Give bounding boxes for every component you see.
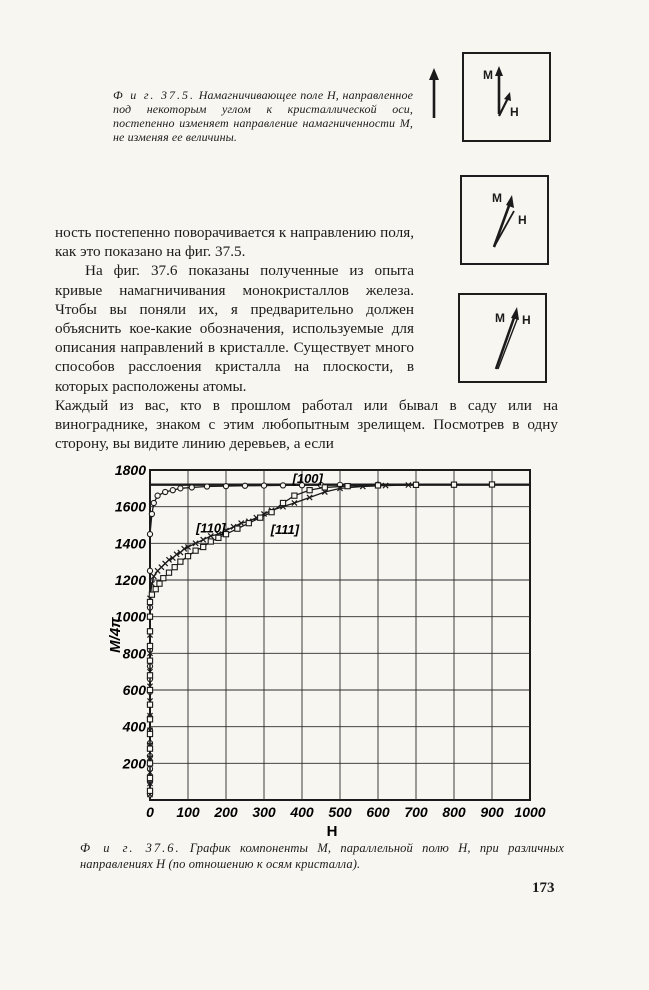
x-tick-label: 400 [290,804,314,820]
data-point-square [489,482,494,487]
y-axis-label: M/4π [107,617,124,653]
data-point-square [246,521,251,526]
data-point-circle [242,483,247,488]
m-label: M [483,68,493,82]
data-point-square [307,488,312,493]
paragraph-2: На фиг. 37.6 показаны полученные из опыта кривые намагничивания монокристаллов железа. Чтобы вы поняли их, я предварительно должен объяснить кое-какие обозначения, используемые для описания направлений в кристалле. Существует много способов расслоения кристалла на плоскости, в которых расположены атомы. [55,262,414,395]
y-tick-label: 1600 [114,498,146,515]
data-point-x [201,537,206,542]
data-point-square [147,775,152,780]
data-point-square [322,485,327,490]
data-point-square [147,717,152,722]
data-point-square [157,581,162,586]
y-tick-label: 600 [122,682,146,698]
x-tick-label: 100 [176,804,200,820]
y-tick-label: 1800 [114,462,146,478]
data-point-square [216,535,221,540]
data-point-square [147,629,152,634]
data-point-circle [151,500,156,505]
data-point-square [147,673,152,678]
narrow-text-column [55,223,414,396]
data-point-circle [280,483,285,488]
data-point-circle [147,568,152,573]
h-label: H [522,313,531,327]
x-tick-label: 700 [404,804,428,820]
data-point-circle [189,485,194,490]
x-tick-label: 300 [252,804,276,820]
y-tick-label: 1000 [114,608,146,625]
data-point-square [147,614,152,619]
data-point-square [451,482,456,487]
data-point-square [292,493,297,498]
data-point-square [149,592,154,597]
data-point-square [235,526,240,531]
data-point-square [153,587,158,592]
data-point-square [375,483,380,488]
data-point-circle [223,484,228,489]
data-point-square [147,788,152,793]
field-arrow-icon [426,66,442,122]
data-point-square [258,515,263,520]
data-point-square [147,599,152,604]
data-point-circle [155,493,160,498]
data-point-square [147,731,152,736]
data-point-circle [149,511,154,516]
x-axis-label: H [326,823,338,840]
data-point-square [172,565,177,570]
data-point-square [280,500,285,505]
m-label: M [492,191,502,205]
fig-37-5-caption [113,88,413,144]
h-label: H [518,213,527,227]
x-tick-label: 900 [480,804,504,820]
fig-37-5-label: Ф и г. 37.5. [113,88,196,102]
data-point-square [208,539,213,544]
data-point-square [147,761,152,766]
y-tick-label: 1200 [114,572,146,588]
x-tick-label: 500 [328,804,352,820]
paragraph-1: ность постепенно поворачивается к направлению поля, как это показано на фиг. 37.5. [55,224,414,261]
data-point-circle [204,484,209,489]
m-h-vectors-icon [464,54,549,140]
fig-37-6-caption-text: График компоненты M, параллельной полю H, при различных направлениях H (по отношению к осям кристалла). [80,841,564,871]
x-tick-label: 1000 [514,804,546,820]
full-width-text [55,396,558,454]
y-tick-label: 1400 [114,535,146,552]
data-point-square [166,570,171,575]
data-point-circle [147,532,152,537]
fig-37-5-caption-text: Намагничивающее поле H, направленное под некоторым углом к кристаллической оси, постепенно изменяет направление намагниченности M, не изменяя ее величины. [113,88,414,144]
magnetization-diagram-2 [460,175,549,265]
data-point-square [147,658,152,663]
data-point-square [147,643,152,648]
x-tick-label: 800 [442,804,466,820]
y-tick-label: 200 [122,755,146,772]
y-tick-label: 800 [122,645,146,662]
annotation-label: [110] [196,520,226,536]
m-h-vectors-icon [462,177,547,263]
paragraph-2-continued: Каждый из вас, кто в прошлом работал или бывал в саду или на винограднике, знаком с этим любопытным зрелищем. Посмотрев в одну сторону, вы видите линию деревьев, а если [55,397,558,453]
data-point-square [178,559,183,564]
data-point-square [201,544,206,549]
data-point-square [185,554,190,559]
magnetization-diagram-1 [462,52,551,142]
data-point-square [269,510,274,515]
magnetization-chart [100,460,550,840]
x-tick-label: 200 [214,804,238,820]
m-h-vectors-icon [460,295,545,381]
data-point-square [147,687,152,692]
data-point-circle [178,486,183,491]
fig-37-6-label: Ф и г. 37.6. [80,841,181,855]
y-tick-label: 400 [122,718,146,735]
data-point-square [161,576,166,581]
fig-37-6-caption [80,840,564,872]
data-point-square [193,548,198,553]
m-label: M [495,311,505,325]
data-point-square [413,482,418,487]
data-point-square [147,746,152,751]
annotation-label: [111] [270,522,300,538]
data-point-circle [163,489,168,494]
magnetization-diagram-3 [458,293,547,383]
x-tick-label: 0 [146,804,154,820]
h-label: H [510,105,519,119]
data-point-circle [170,488,175,493]
annotation-label: [100] [292,470,323,486]
data-point-square [147,702,152,707]
page-number: 173 [532,880,555,896]
data-point-circle [261,483,266,488]
x-tick-label: 600 [366,804,390,820]
data-point-square [345,484,350,489]
